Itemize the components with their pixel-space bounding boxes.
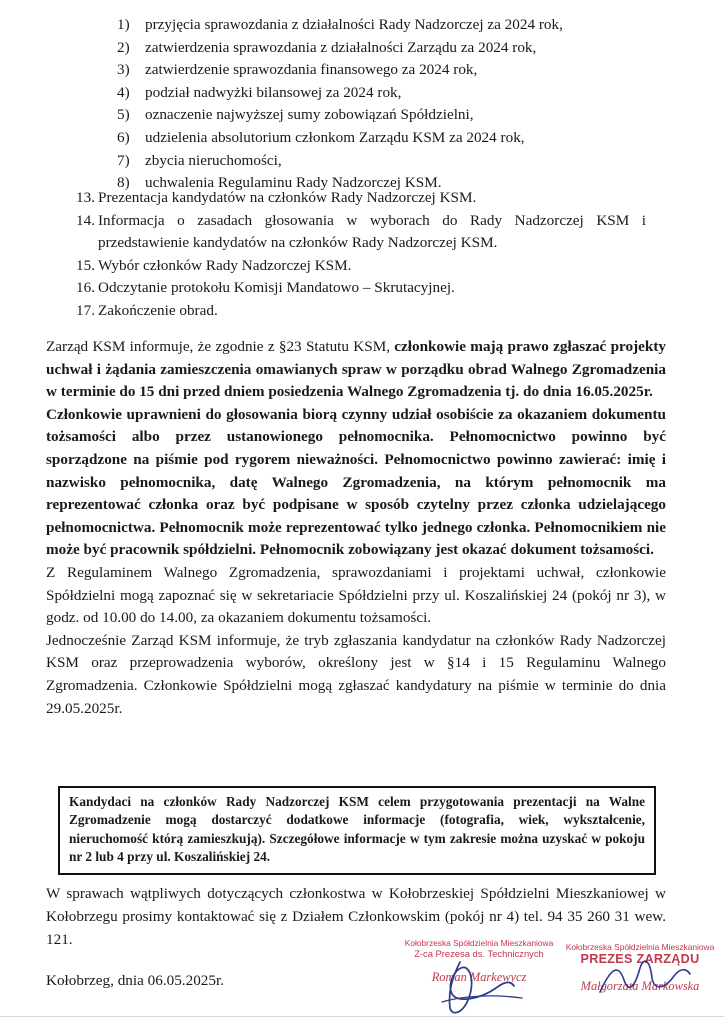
signature-left [422,958,532,1018]
stamp-name: Roman Markewycz [431,970,527,984]
candidacy-paragraph: Jednocześnie Zarząd KSM informuje, że tryb zgłaszania kandydatur na członków Rady Nadzorczej KSM oraz przeprowadzenia wyborów, określony jest w §14 i 15 Regulaminu Walnego Zgromadzenia. Członkowie Spółdzielni mogą zgłaszać kandydatury na piśmie w terminie do dnia 29.05.2025r. [46,631,666,717]
agenda-item: 14. Informacja o zasadach głosowania w wyborach do Rady Nadzorczej KSM i przedstawienie kandydatów na członków Rady Nadzorczej KSM. [76,211,646,252]
proxy-rules-paragraph: Członkowie uprawnieni do głosowania biorą czynny udział osobiście za okazaniem dokumentu tożsamości albo przez ustanowionego pełnomocnika. Pełnomocnictwo powinno być sporządzone na piśmie pod rygorem nieważności. Pełnomocnictwo powinno zawierać: imię i nazwisko pełnomocnika, datę Walnego Zgromadzenia, na którym pełnomocnik ma reprezentować członka oraz być podpisane w sposób czytelny przez członka udzielającego pełnomocnictwa. Pełnomocnik może reprezentować tylko jednego członka. Pełnomocnikiem nie może być pracownik spółdzielni. Pełnomocnik zobowiązany jest okazać dokument tożsamości. [46,405,666,559]
agenda-item: 17. Zakończenie obrad. [76,301,218,319]
agenda-item: 13. Prezentacja kandydatów na członków Rady Nadzorczej KSM. [76,189,477,206]
agenda-subitem: 4) podział nadwyżki bilansowej za 2024 rok, [117,83,402,101]
agenda-item: 16. Odczytanie protokołu Komisji Mandatowo – Skrutacyjnej. [76,279,455,297]
agenda-subitem: 8) uchwalenia Regulaminu Rady Nadzorczej KSM. [117,174,442,192]
agenda-subitem: 3) zatwierdzenie sprawozdania finansowego za 2024 rok, [117,61,478,79]
documents-access-paragraph: Z Regulaminem Walnego Zgromadzenia, sprawozdaniami i projektami uchwał, członkowie Spółdzielni mogą zapoznać się w sekretariacie Spółdzielni przy ul. Koszalińskiej 24 (pokój nr 3), w godz. od 10.00 do 14.00, za okazaniem dokumentu tożsamości. [46,563,666,627]
agenda-list [76,187,646,323]
agenda-subitem: 6) udzielenia absolutorium członkom Zarządu KSM za 2024 rok, [117,128,525,146]
agenda-subitem: 1) przyjęcia sprawozdania z działalności Rady Nadzorczej za 2024 rok, [117,16,563,33]
contact-paragraph: W sprawach wątpliwych dotyczących członkostwa w Kołobrzeskiej Spółdzielni Mieszkaniowej w Kołobrzegu prosimy kontaktować się z Działem Członkowskim (pokój nr 4) tel. 94 35 260 31 wew. 121. [46,885,666,948]
agenda-item: 15. Wybór członków Rady Nadzorczej KSM. [76,256,352,274]
signature-right [594,950,694,1002]
stamp-org: Kołobrzeska Spółdzielnia Mieszkaniowa [404,938,554,948]
agenda-subitem: 2) zatwierdzenia sprawozdania z działalności Zarządu za 2024 rok, [117,38,537,56]
candidates-notice-box: Kandydaci na członków Rady Nadzorczej KSM celem przygotowania prezentacji na Walne Zgromadzenie mogą dostarczyć dodatkowe informacje (fotografia, wiek, wykształcenie, nieruchomość którą zamieszkują). Szczegółowe informacje w tym zakresie można uzyskać w pokoju nr 2 lub 4 przy ul. Koszalińskiej 24. [58,786,656,875]
agenda-sublist [117,14,563,195]
stamp-role: PREZES ZARZĄDU [580,952,700,966]
stamp-org: Kołobrzeska Spółdzielnia Mieszkaniowa [565,942,715,952]
members-rights-paragraph: Zarząd KSM informuje, że zgodnie z §23 Statutu KSM, członkowie mają prawo zgłaszać projekty uchwał i żądania zamieszczenia omawianych spraw w porządku obrad Walnego Zgromadzenia w terminie do 15 dni przed dniem posiedzenia Walnego Zgromadzenia tj. do dnia 16.05.2025r. [46,338,666,401]
stamp-role: Z-ca Prezesa ds. Technicznych [414,948,544,959]
scan-bottom-edge [0,1016,724,1017]
announcement-body [46,336,666,720]
agenda-subitem: 7) zbycia nieruchomości, [117,151,282,169]
agenda-subitem: 5) oznaczenie najwyższej sumy zobowiązań Spółdzielni, [117,106,474,124]
place-date: Kołobrzeg, dnia 06.05.2025r. [46,972,225,989]
stamp-name: Małgorzata Markowska [580,979,700,993]
